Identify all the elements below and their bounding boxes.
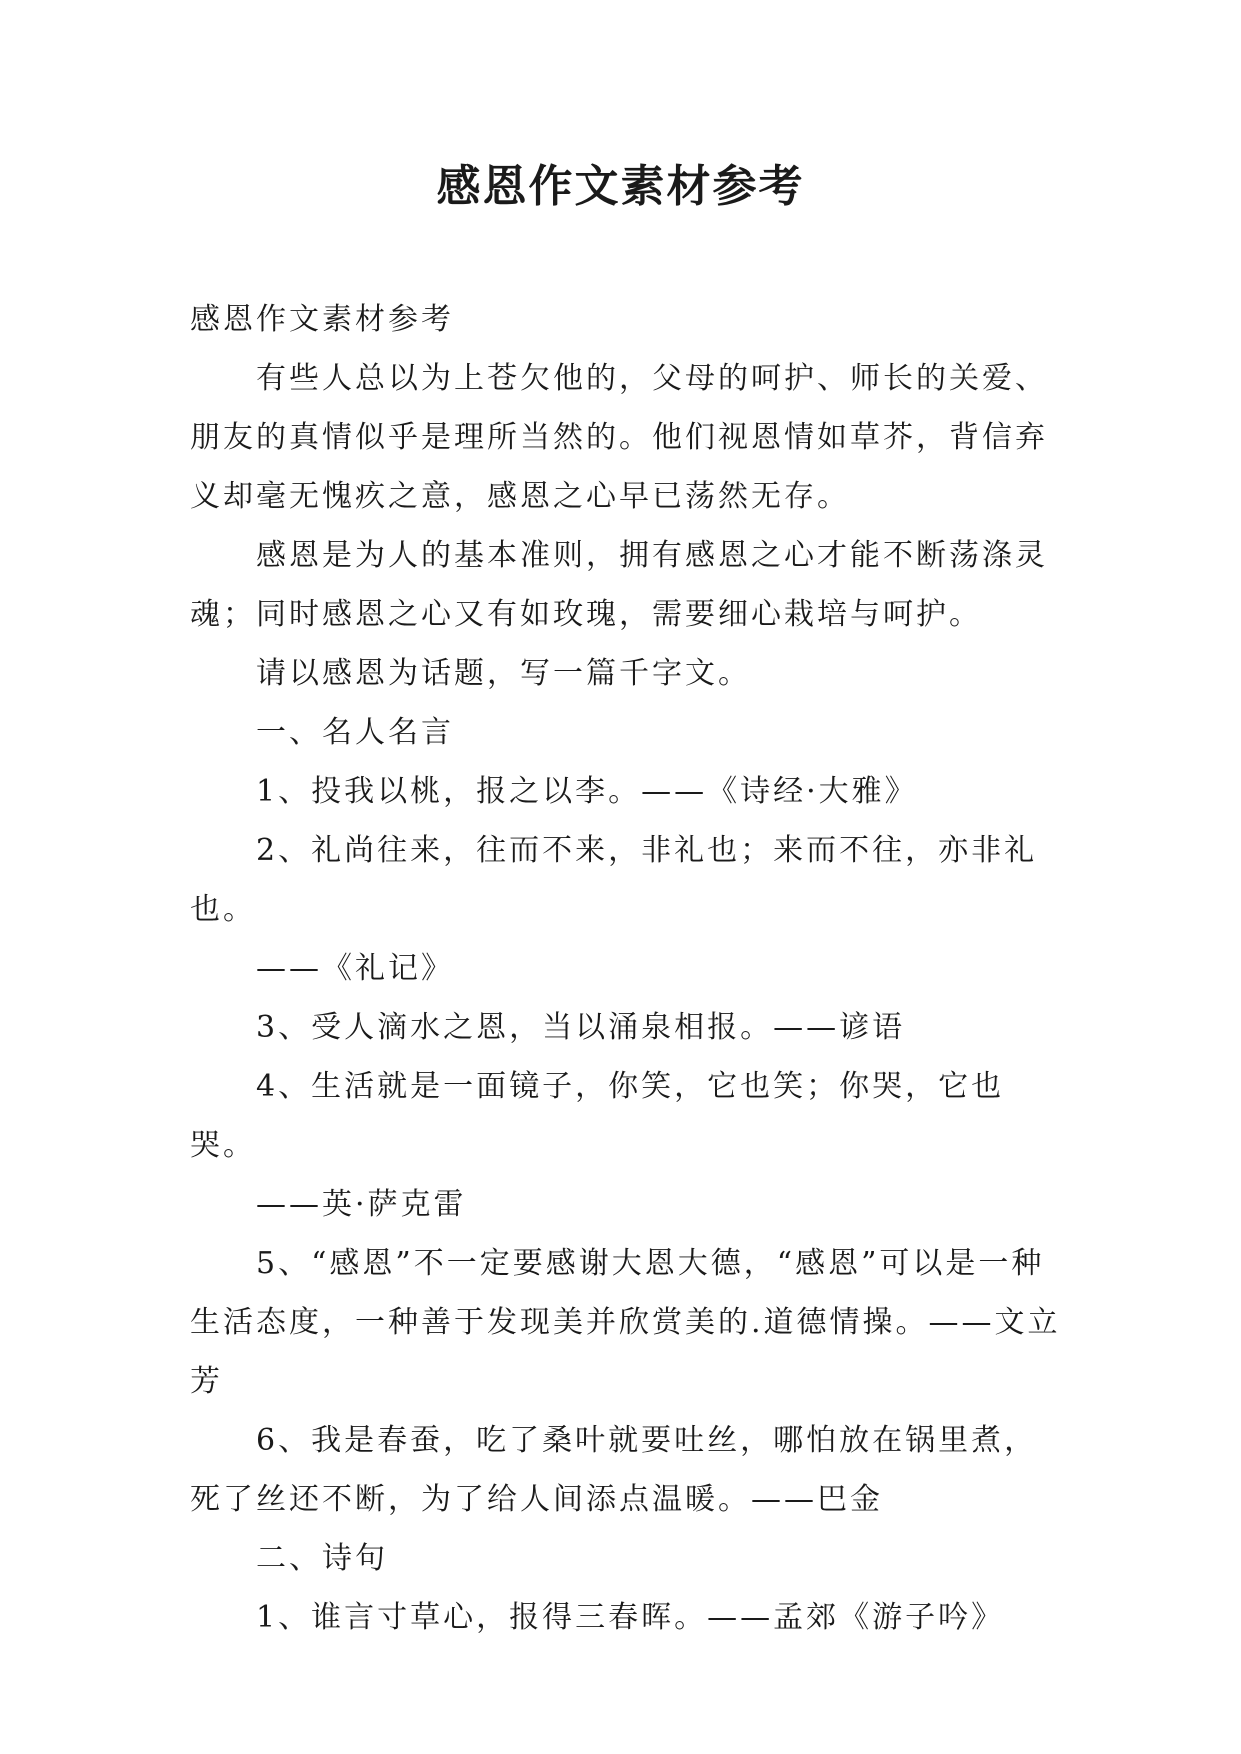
paragraph-principle: 感恩是为人的基本准则，拥有感恩之心才能不断荡涤灵魂；同时感恩之心又有如玫瑰，需要细心栽培与呵护。 [190, 538, 1048, 632]
quote-source: ——《礼记》 [256, 951, 454, 986]
document-body [190, 290, 1070, 1647]
section-heading-quotes: 一、名人名言 [256, 715, 454, 750]
quote-item: 6、我是春蚕，吃了桑叶就要吐丝，哪怕放在锅里煮，死了丝还不断，为了给人间添点温暖。——巴金 [190, 1423, 1038, 1517]
quote-item: 1、投我以桃，报之以李。——《诗经·大雅》 [256, 774, 918, 809]
quote-item: 4、生活就是一面镜子，你笑，它也笑；你哭，它也哭。 [190, 1069, 1005, 1163]
paragraph-intro: 有些人总以为上苍欠他的，父母的呵护、师长的关爱、朋友的真情似乎是理所当然的。他们视恩情如草芥，背信弃义却毫无愧疚之意，感恩之心早已荡然无存。 [190, 361, 1048, 514]
paragraph-prompt: 请以感恩为话题，写一篇千字文。 [256, 656, 751, 691]
section-heading-poems: 二、诗句 [256, 1541, 388, 1576]
document-title: 感恩作文素材参考 [436, 161, 805, 212]
quote-item: 2、礼尚往来，往而不来，非礼也；来而不往，亦非礼也。 [190, 833, 1038, 927]
poem-item: 1、谁言寸草心，报得三春晖。——孟郊《游子吟》 [256, 1600, 1005, 1635]
paragraph-heading: 感恩作文素材参考 [190, 302, 454, 337]
quote-item: 3、受人滴水之恩，当以涌泉相报。——谚语 [256, 1010, 906, 1045]
quote-source: ——英·萨克雷 [256, 1187, 467, 1222]
quote-item: 5、“感恩”不一定要感谢大恩大德，“感恩”可以是一种生活态度，一种善于发现美并欣赏美的.道德情操。——文立芳 [190, 1246, 1061, 1399]
